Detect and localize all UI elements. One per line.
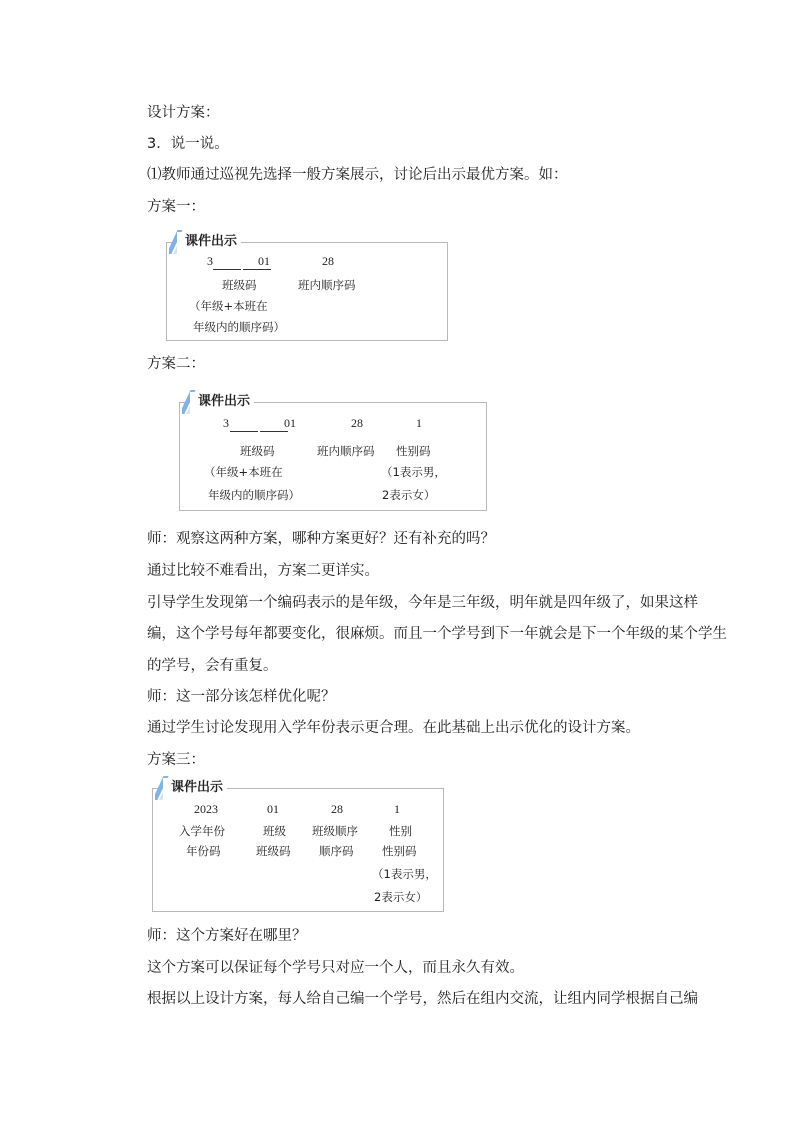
class-digits: 01 — [267, 802, 279, 816]
seq-code-label: 班内顺序码 — [298, 278, 356, 292]
teacher-question-2: 师：这一部分该怎样优化呢？ — [147, 689, 336, 705]
class-underline — [260, 431, 288, 432]
class-code-label: 班级码 — [256, 844, 291, 858]
gender-digit: 1 — [416, 416, 422, 430]
gender-code-label: 性别码 — [396, 444, 431, 458]
grade-underline — [230, 431, 258, 432]
conclusion-2: 通过学生讨论发现用入学年份表示更合理。在此基础上出示优化的设计方案。 — [147, 720, 640, 736]
guide-line-1: 引导学生发现第一个编码表示的是年级，今年是三年级，明年就是四年级了，如果这样 — [147, 595, 698, 611]
class-underline — [243, 269, 271, 270]
conclusion-3: 这个方案可以保证每个学号只对应一个人，而且永久有效。 — [147, 960, 524, 976]
class-digits: 01 — [258, 254, 270, 268]
plan-1-heading: 方案一： — [147, 199, 205, 215]
step-3-1: ⑴教师通过巡视先选择一般方案展示，讨论后出示最优方案。如： — [147, 167, 568, 183]
gender-note-line-1: （1表示男， — [372, 867, 437, 881]
grade-digit: 3 — [223, 416, 229, 430]
teacher-question-3: 师：这个方案好在哪里？ — [147, 928, 307, 944]
heading-design-plan: 设计方案： — [147, 105, 220, 121]
courseware-label: 课件出示 — [190, 392, 254, 412]
class-code-label: 班级码 — [240, 444, 275, 458]
seq-digits: 28 — [322, 254, 334, 268]
seq-code-label: 顺序码 — [319, 844, 354, 858]
conclusion-1: 通过比较不难看出，方案二更详实。 — [147, 563, 379, 579]
year-code-label: 年份码 — [186, 844, 221, 858]
gender-note-line-2: 2表示女） — [374, 890, 428, 904]
step-3: 3．说一说。 — [147, 136, 229, 152]
guide-line-3: 的学号，会有重复。 — [147, 658, 278, 674]
courseware-box-1 — [166, 234, 448, 341]
gender-digit: 1 — [394, 802, 400, 816]
gender-note-line-1: （1表示男， — [381, 465, 446, 479]
note-line-1: （年级+本班在 — [204, 465, 283, 479]
courseware-box-2 — [179, 394, 487, 511]
plan-2-heading: 方案二： — [147, 356, 205, 372]
seq-code-label: 班内顺序码 — [317, 444, 375, 458]
courseware-label: 课件出示 — [177, 232, 241, 252]
grade-underline — [213, 269, 241, 270]
year-digits: 2023 — [194, 802, 218, 816]
year-label: 入学年份 — [179, 824, 225, 838]
seq-digits: 28 — [331, 802, 343, 816]
class-digits: 01 — [284, 416, 296, 430]
courseware-box-3 — [152, 780, 444, 912]
gender-code-label: 性别码 — [382, 844, 417, 858]
courseware-label: 课件出示 — [163, 778, 227, 798]
gender-label: 性别 — [389, 824, 412, 838]
seq-label: 班级顺序 — [312, 824, 358, 838]
teacher-question-1: 师：观察这两种方案，哪种方案更好？还有补充的吗？ — [147, 531, 495, 547]
grade-digit: 3 — [207, 254, 213, 268]
plan-3-heading: 方案三： — [147, 752, 205, 768]
conclusion-4: 根据以上设计方案，每人给自己编一个学号，然后在组内交流，让组内同学根据自己编 — [147, 991, 698, 1007]
note-line-2: 年级内的顺序码） — [208, 488, 300, 502]
guide-line-2: 编，这个学号每年都要变化，很麻烦。而且一个学号到下一年就会是下一个年级的某个学生 — [147, 626, 727, 642]
note-line-1: （年级+本班在 — [189, 299, 268, 313]
class-label: 班级 — [263, 824, 286, 838]
gender-note-line-2: 2表示女） — [382, 488, 436, 502]
class-code-label: 班级码 — [222, 278, 257, 292]
seq-digits: 28 — [351, 416, 363, 430]
note-line-2: 年级内的顺序码） — [193, 320, 285, 334]
